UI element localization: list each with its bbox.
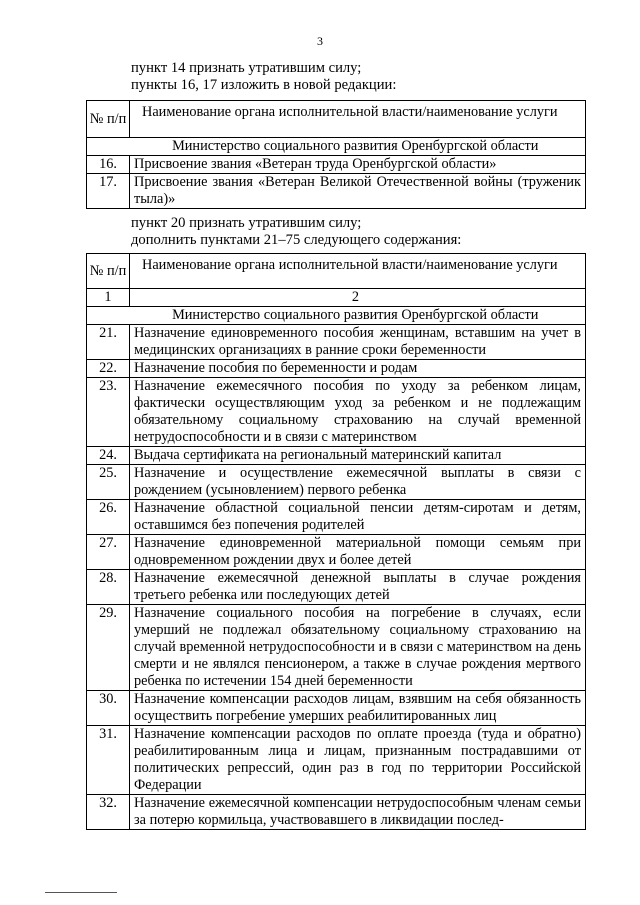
- row-text: Назначение компенсации расходов лицам, взявшим на себя обязанность осуществить погребение умерших реабилитированных лиц: [130, 691, 586, 726]
- row-text: Назначение пособия по беременности и родам: [130, 360, 586, 378]
- header-name: Наименование органа исполнительной власти/наименование услуги: [130, 101, 586, 138]
- intro-line-1: пункт 14 признать утратившим силу;: [131, 60, 362, 76]
- row-text: Назначение ежемесячного пособия по уходу за ребенком лицам, фактически осуществляющим уход за ребенком и не подлежащим обязательному социальному страхованию на случай временной нетрудоспособности и в связи с материнством: [130, 378, 586, 447]
- table-row: [87, 174, 586, 209]
- row-number: 31.: [87, 726, 130, 795]
- table-row: [87, 570, 586, 605]
- table-header-row: [87, 254, 586, 289]
- table-row: [87, 726, 586, 795]
- row-number: 25.: [87, 465, 130, 500]
- row-text: Назначение социального пособия на погребение в случаях, если умерший не подлежал обязательному социальному страхованию на случай временной нетрудоспособности и в связи с материнством на день смерти и не являлся пенсионером, а также в случае рождения мертвого ребенка по истечении 154 дней беременности: [130, 605, 586, 691]
- header-number: № п/п: [87, 254, 130, 289]
- middle-line-2: дополнить пунктами 21–75 следующего содержания:: [131, 232, 462, 248]
- column-index-1: 1: [87, 289, 130, 307]
- row-number: 30.: [87, 691, 130, 726]
- table-row: [87, 605, 586, 691]
- table-row: [87, 465, 586, 500]
- column-index-row: [87, 289, 586, 307]
- row-text: Назначение и осуществление ежемесячной выплаты в связи с рождением (усыновлением) первого ребенка: [130, 465, 586, 500]
- row-text: Назначение областной социальной пенсии детям-сиротам и детям, оставшимся без попечения родителей: [130, 500, 586, 535]
- row-text: Назначение компенсации расходов по оплате проезда (туда и обратно) реабилитированным лица и лицам, признанным пострадавшими от политических репрессий, один раз в год по территории Российской Федерации: [130, 726, 586, 795]
- row-number: 24.: [87, 447, 130, 465]
- table-row: [87, 360, 586, 378]
- row-number: 17.: [87, 174, 130, 209]
- services-table-added: [86, 253, 586, 830]
- table-row: [87, 156, 586, 174]
- org-name: Министерство социального развития Оренбургской области: [130, 138, 586, 156]
- table-row: [87, 325, 586, 360]
- row-text: Назначение единовременного пособия женщинам, вставшим на учет в медицинских организациях в ранние сроки беременности: [130, 325, 586, 360]
- services-table-amended: [86, 100, 586, 209]
- table-row: [87, 535, 586, 570]
- intro-line-2: пункты 16, 17 изложить в новой редакции:: [131, 77, 397, 93]
- row-number: 16.: [87, 156, 130, 174]
- table-header-row: [87, 101, 586, 138]
- row-number: 21.: [87, 325, 130, 360]
- row-number: 22.: [87, 360, 130, 378]
- table-row: [87, 691, 586, 726]
- row-text: Присвоение звания «Ветеран труда Оренбургской области»: [130, 156, 586, 174]
- header-number: № п/п: [87, 101, 130, 138]
- page-edge-line: [45, 892, 117, 893]
- middle-line-1: пункт 20 признать утратившим силу;: [131, 215, 362, 231]
- row-number: 32.: [87, 795, 130, 830]
- row-text: Назначение ежемесячной денежной выплаты в случае рождения третьего ребенка или последующих детей: [130, 570, 586, 605]
- row-text: Назначение единовременной материальной помощи семьям при одновременном рождении двух и более детей: [130, 535, 586, 570]
- org-row: [87, 138, 586, 156]
- page-number: 3: [317, 34, 323, 48]
- row-number: 28.: [87, 570, 130, 605]
- column-index-2: 2: [130, 289, 586, 307]
- table-row: [87, 795, 586, 830]
- row-number: 27.: [87, 535, 130, 570]
- table-row: [87, 500, 586, 535]
- header-name: Наименование органа исполнительной власти/наименование услуги: [130, 254, 586, 289]
- row-number: 26.: [87, 500, 130, 535]
- row-text: Назначение ежемесячной компенсации нетрудоспособным членам семьи за потерю кормильца, участвовавшего в ликвидации послед-: [130, 795, 586, 830]
- row-text: Выдача сертификата на региональный материнский капитал: [130, 447, 586, 465]
- org-name: Министерство социального развития Оренбургской области: [130, 307, 586, 325]
- table-row: [87, 378, 586, 447]
- row-number: 23.: [87, 378, 130, 447]
- org-row: [87, 307, 586, 325]
- row-text: Присвоение звания «Ветеран Великой Отечественной войны (труженик тыла)»: [130, 174, 586, 209]
- table-row: [87, 447, 586, 465]
- row-number: 29.: [87, 605, 130, 691]
